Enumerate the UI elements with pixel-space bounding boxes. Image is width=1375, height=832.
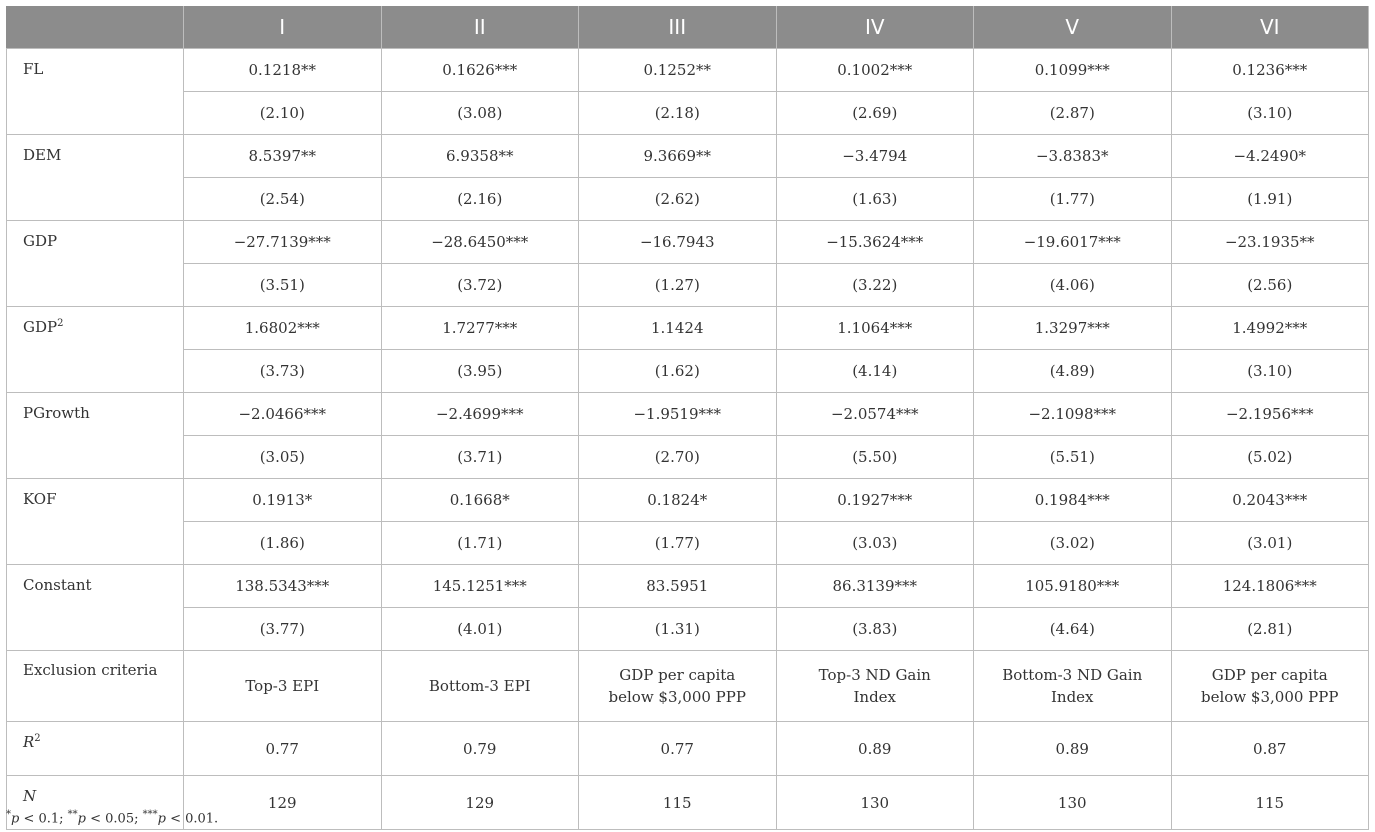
- coefficient-cell: −23.1935**: [1171, 221, 1369, 264]
- row-label-text: FL: [23, 60, 44, 78]
- coefficient-cell: 1.1424: [579, 307, 777, 350]
- t-stat-cell: (2.81): [1171, 608, 1369, 651]
- coefficient-cell: 0.1236***: [1171, 49, 1369, 92]
- t-stat-cell: (2.18): [579, 92, 777, 135]
- coefficient-cell: 1.1064***: [776, 307, 974, 350]
- coefficient-cell: −2.0466***: [184, 393, 382, 436]
- row-label: [7, 49, 184, 135]
- coefficient-cell: 124.1806***: [1171, 565, 1369, 608]
- footnote-threshold: < 0.01.: [165, 811, 219, 827]
- exclusion-cell: [381, 651, 579, 722]
- t-stat-cell: (2.69): [776, 92, 974, 135]
- coefficient-cell: −27.7139***: [184, 221, 382, 264]
- r-squared-cell: 0.77: [579, 722, 777, 776]
- t-stat-cell: (3.83): [776, 608, 974, 651]
- t-stat-cell: (3.05): [184, 436, 382, 479]
- footnote-threshold: < 0.1;: [19, 811, 68, 827]
- coefficient-cell: −19.6017***: [974, 221, 1172, 264]
- t-stat-cell: (3.10): [1171, 350, 1369, 393]
- table-row: [7, 264, 1369, 307]
- t-stat-cell: (4.89): [974, 350, 1172, 393]
- r-squared-cell: 0.89: [776, 722, 974, 776]
- exclusion-cell: [579, 651, 777, 722]
- exclusion-cell: [1171, 651, 1369, 722]
- coefficient-cell: −4.2490*: [1171, 135, 1369, 178]
- table-row: [7, 350, 1369, 393]
- coefficient-cell: 0.1927***: [776, 479, 974, 522]
- table-row: [7, 49, 1369, 92]
- table-row: [7, 135, 1369, 178]
- t-stat-cell: (2.54): [184, 178, 382, 221]
- row-label: Exclusion criteria: [7, 651, 184, 722]
- table-row: [7, 479, 1369, 522]
- t-stat-cell: (5.02): [1171, 436, 1369, 479]
- coefficient-cell: 0.1099***: [974, 49, 1172, 92]
- t-stat-cell: (4.06): [974, 264, 1172, 307]
- exclusion-text: below $3,000 PPP: [608, 688, 746, 706]
- coefficient-cell: 0.2043***: [1171, 479, 1369, 522]
- exclusion-text: below $3,000 PPP: [1201, 688, 1339, 706]
- exclusion-cell: [184, 651, 382, 722]
- exclusion-row: [7, 651, 1369, 722]
- t-stat-cell: (3.22): [776, 264, 974, 307]
- coefficient-cell: 1.6802***: [184, 307, 382, 350]
- coefficient-cell: −16.7943: [579, 221, 777, 264]
- row-label-text: GDP: [23, 232, 58, 250]
- coefficient-cell: −28.6450***: [381, 221, 579, 264]
- row-label-superscript: 2: [34, 733, 41, 744]
- coefficient-cell: −2.0574***: [776, 393, 974, 436]
- observations-cell: 129: [381, 776, 579, 830]
- table-row: [7, 178, 1369, 221]
- coefficient-cell: −1.9519***: [579, 393, 777, 436]
- row-label: [7, 393, 184, 479]
- observations-cell: 129: [184, 776, 382, 830]
- row-label-text: N: [23, 787, 37, 805]
- t-stat-cell: (3.51): [184, 264, 382, 307]
- t-stat-cell: (4.64): [974, 608, 1172, 651]
- row-label: [7, 221, 184, 307]
- header-cell: II: [381, 6, 579, 49]
- header-cell: III: [579, 6, 777, 49]
- coefficient-cell: 138.5343***: [184, 565, 382, 608]
- row-label-text: Constant: [23, 576, 92, 594]
- row-label: [7, 479, 184, 565]
- coefficient-cell: −2.4699***: [381, 393, 579, 436]
- table-row: [7, 221, 1369, 264]
- t-stat-cell: (3.95): [381, 350, 579, 393]
- row-label-text: R: [23, 733, 35, 751]
- coefficient-cell: 0.1252**: [579, 49, 777, 92]
- coefficient-cell: 0.1668*: [381, 479, 579, 522]
- t-stat-cell: (3.01): [1171, 522, 1369, 565]
- coefficient-cell: 105.9180***: [974, 565, 1172, 608]
- row-label-text: KOF: [23, 490, 57, 508]
- r-squared-cell: 0.77: [184, 722, 382, 776]
- coefficient-cell: 86.3139***: [776, 565, 974, 608]
- t-stat-cell: (3.02): [974, 522, 1172, 565]
- t-stat-cell: (1.77): [579, 522, 777, 565]
- table-row: [7, 307, 1369, 350]
- coefficient-cell: 0.1824*: [579, 479, 777, 522]
- exclusion-cell: [776, 651, 974, 722]
- footnote-p: p: [77, 811, 86, 827]
- coefficient-cell: −2.1956***: [1171, 393, 1369, 436]
- t-stat-cell: (4.14): [776, 350, 974, 393]
- exclusion-text: Top-3 EPI: [245, 677, 320, 695]
- coefficient-cell: 1.4992***: [1171, 307, 1369, 350]
- footnote-stars: *: [6, 809, 11, 820]
- header-cell: IV: [776, 6, 974, 49]
- coefficient-cell: 0.1218**: [184, 49, 382, 92]
- table-row: [7, 608, 1369, 651]
- significance-footnote: [6, 809, 218, 826]
- row-label-text: GDP: [23, 318, 58, 336]
- exclusion-text: Bottom-3 ND Gain: [1002, 666, 1143, 684]
- table-row: [7, 522, 1369, 565]
- coefficient-cell: 9.3669**: [579, 135, 777, 178]
- t-stat-cell: (3.77): [184, 608, 382, 651]
- observations-cell: 115: [579, 776, 777, 830]
- t-stat-cell: (3.08): [381, 92, 579, 135]
- t-stat-cell: (1.31): [579, 608, 777, 651]
- coefficient-cell: 83.5951: [579, 565, 777, 608]
- t-stat-cell: (1.63): [776, 178, 974, 221]
- t-stat-cell: (2.16): [381, 178, 579, 221]
- t-stat-cell: (3.72): [381, 264, 579, 307]
- observations-cell: 130: [974, 776, 1172, 830]
- coefficient-cell: 145.1251***: [381, 565, 579, 608]
- coefficient-cell: −15.3624***: [776, 221, 974, 264]
- row-label: [7, 135, 184, 221]
- row-label-text: PGrowth: [23, 404, 90, 422]
- t-stat-cell: (2.70): [579, 436, 777, 479]
- coefficient-cell: 0.1913*: [184, 479, 382, 522]
- coefficient-cell: 1.7277***: [381, 307, 579, 350]
- coefficient-cell: 8.5397**: [184, 135, 382, 178]
- header-cell: [7, 6, 184, 49]
- t-stat-cell: (2.10): [184, 92, 382, 135]
- table-row: [7, 393, 1369, 436]
- t-stat-cell: (1.86): [184, 522, 382, 565]
- regression-table: [6, 6, 1369, 830]
- observations-cell: 130: [776, 776, 974, 830]
- row-label-superscript: 2: [57, 318, 64, 329]
- table-body: [7, 49, 1369, 830]
- coefficient-cell: 6.9358**: [381, 135, 579, 178]
- t-stat-cell: (5.50): [776, 436, 974, 479]
- coefficient-cell: 0.1626***: [381, 49, 579, 92]
- row-label: [7, 565, 184, 651]
- footnote-p: p: [11, 811, 20, 827]
- exclusion-text: Index: [853, 688, 897, 706]
- header-cell: I: [184, 6, 382, 49]
- coefficient-cell: 1.3297***: [974, 307, 1172, 350]
- footnote-stars: ***: [142, 809, 158, 820]
- t-stat-cell: (2.87): [974, 92, 1172, 135]
- t-stat-cell: (3.03): [776, 522, 974, 565]
- t-stat-cell: (2.56): [1171, 264, 1369, 307]
- coefficient-cell: 0.1984***: [974, 479, 1172, 522]
- t-stat-cell: (3.71): [381, 436, 579, 479]
- exclusion-text: Bottom-3 EPI: [428, 677, 531, 695]
- footnote-stars: **: [67, 809, 78, 820]
- r-squared-cell: 0.87: [1171, 722, 1369, 776]
- table-row: [7, 92, 1369, 135]
- t-stat-cell: (1.91): [1171, 178, 1369, 221]
- t-stat-cell: (1.27): [579, 264, 777, 307]
- header-cell: V: [974, 6, 1172, 49]
- r-squared-cell: 0.79: [381, 722, 579, 776]
- coefficient-cell: −3.8383*: [974, 135, 1172, 178]
- exclusion-cell: [974, 651, 1172, 722]
- header-cell: VI: [1171, 6, 1369, 49]
- table-row: [7, 436, 1369, 479]
- row-label: [7, 307, 184, 393]
- t-stat-cell: (2.62): [579, 178, 777, 221]
- t-stat-cell: (4.01): [381, 608, 579, 651]
- coefficient-cell: −2.1098***: [974, 393, 1172, 436]
- footnote-threshold: < 0.05;: [86, 811, 143, 827]
- t-stat-cell: (3.10): [1171, 92, 1369, 135]
- exclusion-text: Top-3 ND Gain: [818, 666, 931, 684]
- t-stat-cell: (3.73): [184, 350, 382, 393]
- r-squared-row: [7, 722, 1369, 776]
- t-stat-cell: (5.51): [974, 436, 1172, 479]
- table-row: [7, 565, 1369, 608]
- t-stat-cell: (1.71): [381, 522, 579, 565]
- exclusion-text: Index: [1050, 688, 1094, 706]
- footnote-p: p: [157, 811, 166, 827]
- row-label: [7, 722, 184, 776]
- coefficient-cell: 0.1002***: [776, 49, 974, 92]
- t-stat-cell: (1.62): [579, 350, 777, 393]
- row-label-text: DEM: [23, 146, 62, 164]
- exclusion-text: GDP per capita: [619, 666, 736, 684]
- observations-cell: 115: [1171, 776, 1369, 830]
- r-squared-cell: 0.89: [974, 722, 1172, 776]
- exclusion-text: GDP per capita: [1211, 666, 1328, 684]
- coefficient-cell: −3.4794: [776, 135, 974, 178]
- header-row: [7, 6, 1369, 49]
- t-stat-cell: (1.77): [974, 178, 1172, 221]
